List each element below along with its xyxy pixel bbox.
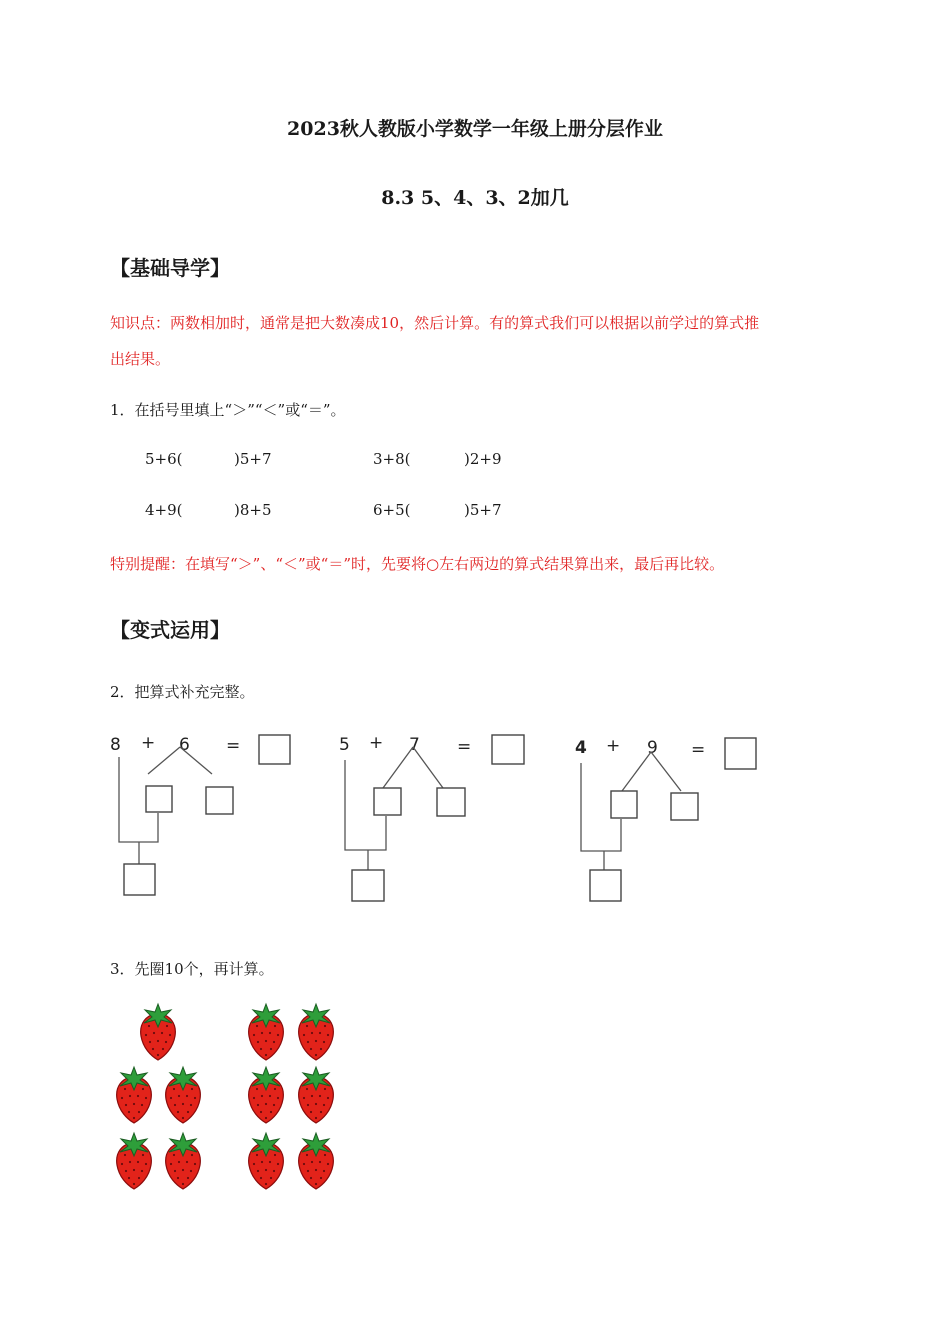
diagram-1-addend-a: 8 [110, 735, 121, 755]
split-box-1[interactable] [146, 786, 172, 812]
diagram-2-addend-b: 7 [409, 735, 420, 755]
strawberry-left-group [110, 1000, 210, 1200]
diagram-3-equals: = [691, 740, 706, 760]
split-box-1[interactable] [611, 791, 637, 818]
strawberry-icon[interactable] [299, 1133, 334, 1189]
strawberry-icon[interactable] [166, 1133, 201, 1189]
page-title: 2023秋人教版小学数学一年级上册分层作业 [287, 118, 663, 140]
result-box[interactable] [124, 864, 155, 895]
knowledge-point-line1: 知识点：两数相加时，通常是把大数凑成10，然后计算。有的算式我们可以根据以前学过的算式推 [110, 314, 760, 332]
result-box[interactable] [590, 870, 621, 901]
knowledge-point-line2: 出结果。 [110, 350, 171, 368]
diagram-2-plus: + [369, 733, 384, 753]
strawberry-icon[interactable] [249, 1133, 284, 1189]
compare-item-right: )5+7 [234, 450, 272, 468]
split-box-2[interactable] [206, 787, 233, 814]
diagram-3-plus: + [606, 736, 621, 756]
split-box-1[interactable] [374, 788, 401, 815]
strawberry-icon[interactable] [249, 1067, 284, 1123]
compare-item-left: 5+6( [145, 450, 183, 468]
result-box[interactable] [352, 870, 384, 901]
strawberry-icon[interactable] [141, 1004, 176, 1060]
question-3-prompt: 3．先圈10个，再计算。 [110, 960, 274, 978]
section-heading-variant: 【变式运用】 [110, 618, 230, 642]
diagram-1-plus: + [141, 733, 156, 753]
section-heading-basic: 【基础导学】 [110, 256, 230, 280]
compare-item-left: 4+9( [145, 501, 183, 519]
split-box-2[interactable] [437, 788, 465, 816]
strawberry-icon[interactable] [249, 1004, 284, 1060]
strawberry-icon[interactable] [117, 1067, 152, 1123]
diagram-3-addend-b: 9 [647, 738, 658, 758]
answer-box[interactable] [259, 735, 290, 764]
diagram-3-addend-a: 4 [575, 738, 587, 758]
diagram-2-split-tree [335, 725, 535, 905]
strawberry-icon[interactable] [299, 1004, 334, 1060]
strawberry-icon[interactable] [117, 1133, 152, 1189]
compare-item-left: 3+8( [373, 450, 411, 468]
strawberry-icon[interactable] [299, 1067, 334, 1123]
strawberry-right-group [240, 1000, 350, 1200]
question-1-prompt: 1．在括号里填上“＞”“＜”或“＝”。 [110, 401, 346, 419]
compare-item-right: )8+5 [234, 501, 272, 519]
diagram-2-equals: = [457, 737, 472, 757]
question-2-prompt: 2．把算式补充完整。 [110, 683, 255, 701]
diagram-1-addend-b: 6 [179, 735, 190, 755]
diagram-1-split-tree [105, 725, 305, 905]
special-reminder: 特别提醒：在填写“＞”、“＜”或“＝”时，先要将○左右两边的算式结果算出来，最后再比较。 [110, 555, 725, 573]
compare-item-right: )2+9 [464, 450, 502, 468]
strawberry-icon[interactable] [166, 1067, 201, 1123]
answer-box[interactable] [492, 735, 524, 764]
diagram-3-split-tree [570, 728, 770, 908]
diagram-2-addend-a: 5 [339, 735, 350, 755]
compare-item-left: 6+5( [373, 501, 411, 519]
page-subtitle: 8.3 5、4、3、2加几 [381, 187, 569, 209]
split-box-2[interactable] [671, 793, 698, 820]
answer-box[interactable] [725, 738, 756, 769]
diagram-1-equals: = [226, 736, 241, 756]
compare-item-right: )5+7 [464, 501, 502, 519]
